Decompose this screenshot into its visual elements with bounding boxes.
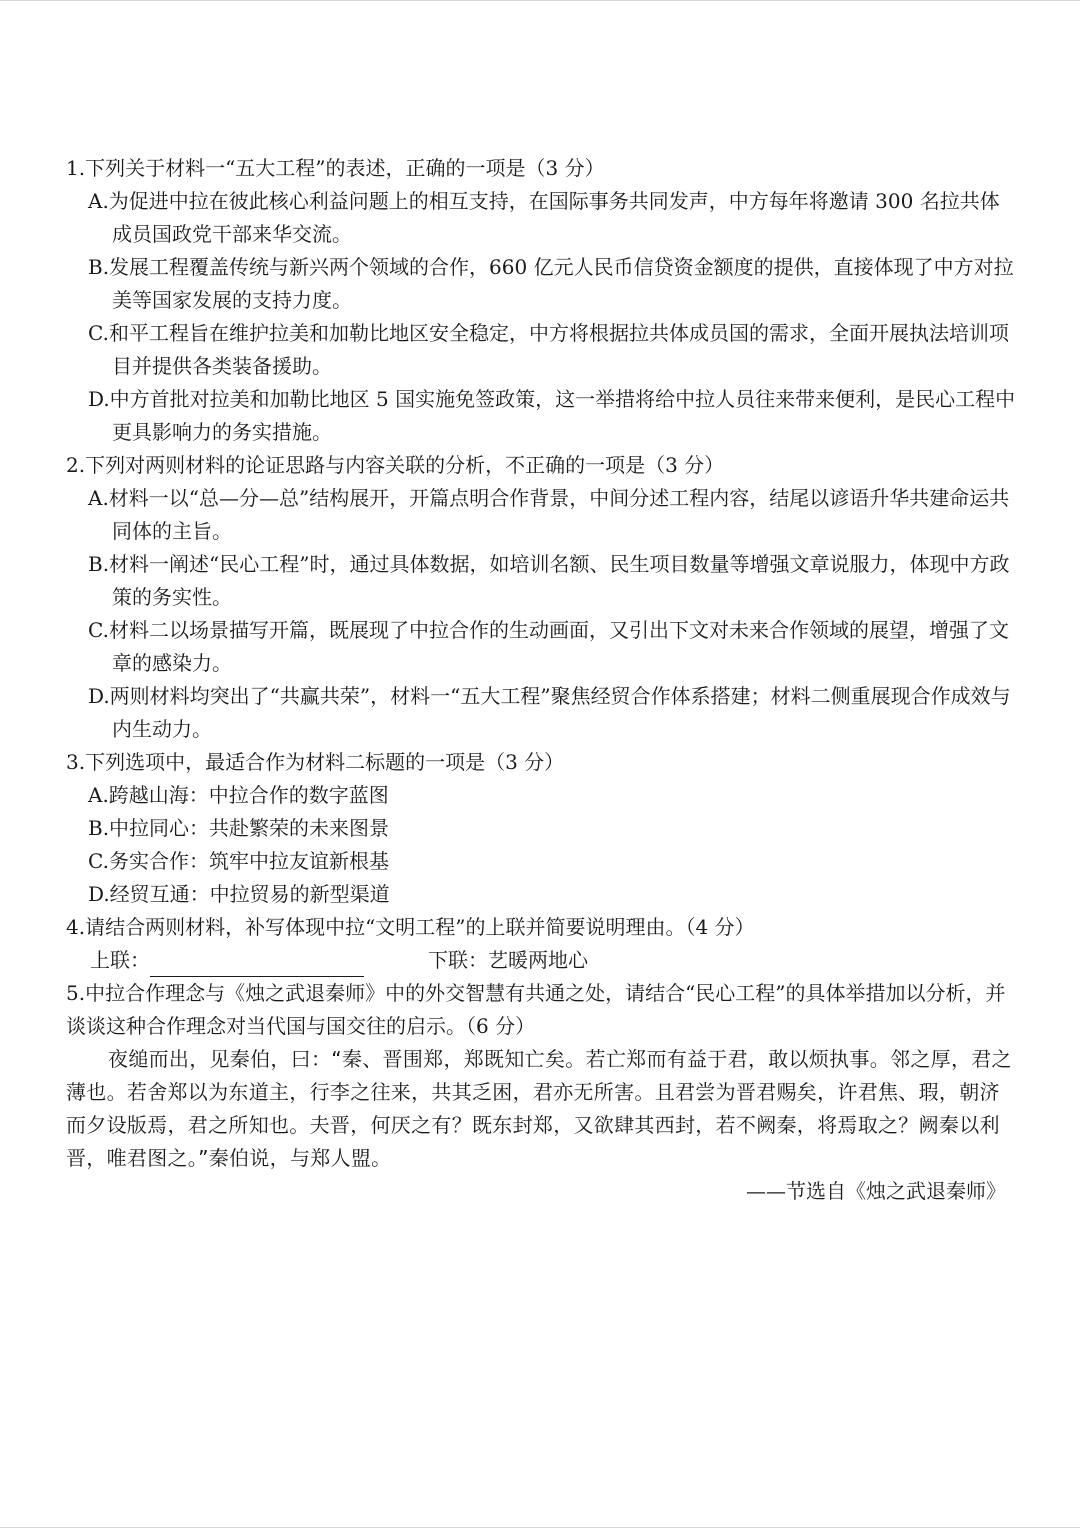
question-1-stem: 1.下列关于材料一“五大工程”的表述，正确的一项是（3 分） <box>66 156 605 180</box>
question-1-option-d: D.中方首批对拉美和加勒比地区 5 国实施免签政策，这一举措将给中拉人员往来带来便利，是民心工程中更具影响力的务实措施。 <box>88 387 1016 444</box>
question-1-option-b: B.发展工程覆盖传统与新兴两个领域的合作，660 亿元人民币信贷资金额度的提供，直接体现了中方对拉美等国家发展的支持力度。 <box>88 255 1014 312</box>
question-2 <box>66 449 1018 746</box>
passage-source: ——节选自《烛之武退秦师》 <box>746 1179 1006 1203</box>
lower-couplet-label: 下联：艺暖两地心 <box>428 948 588 972</box>
question-3 <box>66 746 1018 911</box>
question-3-option-b: B.中拉同心：共赴繁荣的未来图景 <box>88 816 390 840</box>
page-top-edge <box>0 0 1080 1</box>
question-3-option-d: D.经贸互通：中拉贸易的新型渠道 <box>88 882 390 906</box>
question-3-stem: 3.下列选项中，最适合作为材料二标题的一项是（3 分） <box>66 750 565 774</box>
question-4-stem: 4.请结合两则材料，补写体现中拉“文明工程”的上联并简要说明理由。（4 分） <box>66 915 755 939</box>
question-3-option-a: A.跨越山海：中拉合作的数字蓝图 <box>88 783 389 807</box>
upper-couplet-blank[interactable] <box>150 952 364 977</box>
page-bottom-edge <box>0 1527 1080 1528</box>
couplet-row <box>66 944 1018 977</box>
question-1-option-a: A.为促进中拉在彼此核心利益问题上的相互支持，在国际事务共同发声，中方每年将邀请 300 名拉共体成员国政党干部来华交流。 <box>88 189 1000 246</box>
question-2-option-c: C.材料二以场景描写开篇，既展现了中拉合作的生动画面，又引出下文对未来合作领域的展望，增强了文章的感染力。 <box>88 618 1009 675</box>
question-2-stem: 2.下列对两则材料的论证思路与内容关联的分析，不正确的一项是（3 分） <box>66 453 725 477</box>
question-2-option-a: A.材料一以“总—分—总”结构展开，开篇点明合作背景，中间分述工程内容，结尾以谚语升华共建命运共同体的主旨。 <box>88 486 1010 543</box>
upper-couplet-label: 上联： <box>90 948 150 972</box>
question-1-option-c: C.和平工程旨在维护拉美和加勒比地区安全稳定，中方将根据拉共体成员国的需求，全面开展执法培训项目并提供各类装备援助。 <box>88 321 1009 378</box>
exam-content <box>66 152 1018 1208</box>
question-2-option-b: B.材料一阐述“民心工程”时，通过具体数据，如培训名额、民生项目数量等增强文章说服力，体现中方政策的务实性。 <box>88 552 1010 609</box>
classical-passage: 夜缒而出，见秦伯，曰：“秦、晋围郑，郑既知亡矣。若亡郑而有益于君，敢以烦执事。邻之厚，君之薄也。若舍郑以为东道主，行李之往来，共其乏困，君亦无所害。且君尝为晋君赐矣，许君焦、瑕，朝济而夕设版焉，君之所知也。夫晋，何厌之有？既东封郑，又欲肆其西封，若不阙秦，将焉取之？阙秦以利晋，唯君图之。”秦伯说，与郑人盟。 <box>66 1047 1012 1170</box>
question-5 <box>66 977 1018 1208</box>
question-3-option-c: C.务实合作：筑牢中拉友谊新根基 <box>88 849 389 873</box>
question-1 <box>66 152 1018 449</box>
question-4 <box>66 911 1018 977</box>
question-2-option-d: D.两则材料均突出了“共赢共荣”，材料一“五大工程”聚焦经贸合作体系搭建；材料二侧重展现合作成效与内生动力。 <box>88 684 1011 741</box>
question-5-stem: 5.中拉合作理念与《烛之武退秦师》中的外交智慧有共通之处，请结合“民心工程”的具体举措加以分析，并谈谈这种合作理念对当代国与国交往的启示。（6 分） <box>66 981 1006 1038</box>
